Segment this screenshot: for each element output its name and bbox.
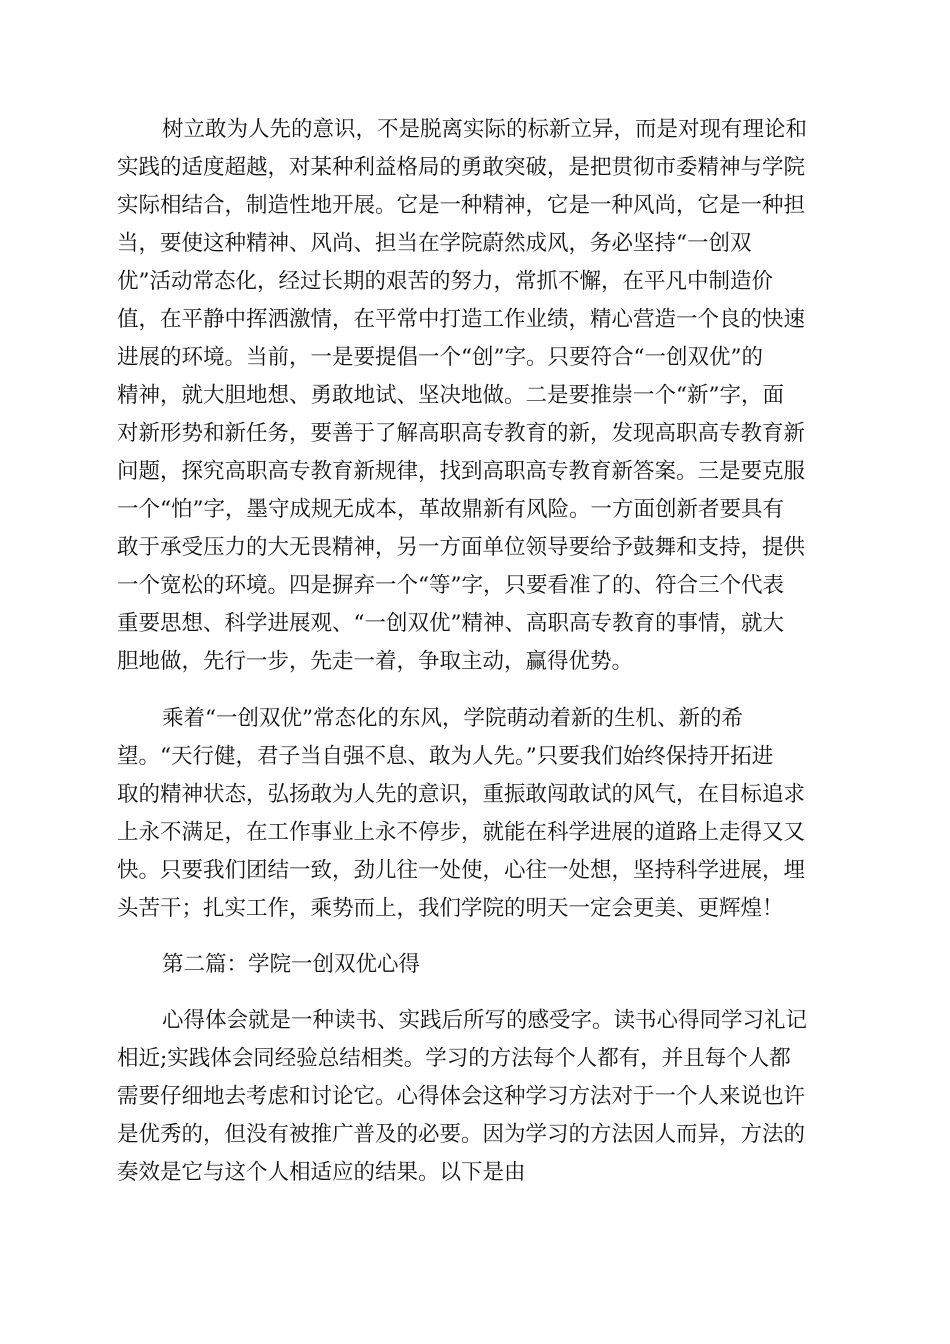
paragraph-4-line-1: 心得体会就是一种读书、实践后所写的感受字。读书心得同学习礼记 <box>162 1008 808 1033</box>
paragraph-1-line-5: 优”活动常态化，经过长期的艰苦的努力，常抓不懈，在平凡中制造价 <box>117 269 773 294</box>
paragraph-1-line-13: 一个宽松的环境。四是摒弃一个“等”字，只要看准了的、符合三个代表 <box>117 573 784 598</box>
paragraph-2-line-5: 快。只要我们团结一致，劲儿往一处使，心往一处想，坚持科学进展，埋 <box>117 858 806 883</box>
paragraph-4-line-4: 是优秀的，但没有被推广普及的必要。因为学习的方法因人而异，方法的 <box>117 1122 806 1147</box>
paragraph-1-line-14: 重要思想、科学进展观、“一创双优”精神、高职高专教育的事情，就大 <box>117 611 784 636</box>
paragraph-1-line-8: 精神，就大胆地想、勇敢地试、坚决地做。二是要推崇一个“新”字，面 <box>117 383 784 408</box>
paragraph-1-line-15: 胆地做，先行一步，先走一着，争取主动，赢得优势。 <box>117 649 634 674</box>
paragraph-2-line-6: 头苦干；扎实工作，乘势而上，我们学院的明天一定会更美、更辉煌！ <box>117 896 784 921</box>
paragraph-4-line-2: 相近;实践体会同经验总结相类。学习的方法每个人都有，并且每个人都 <box>117 1046 791 1071</box>
paragraph-1-line-2: 实践的适度超越，对某种利益格局的勇敢突破，是把贯彻市委精神与学院 <box>117 155 806 180</box>
section-heading: 第二篇：学院一创双优心得 <box>162 952 421 977</box>
paragraph-1-line-1: 树立敢为人先的意识，不是脱离实际的标新立异，而是对现有理论和 <box>162 117 808 142</box>
paragraph-1-line-11: 一个“怕”字，墨守成规无成本，革故鼎新有风险。一方面创新者要具有 <box>117 497 784 522</box>
paragraph-1-line-6: 值，在平静中挥洒激情，在平常中打造工作业绩，精心营造一个良的快速 <box>117 307 806 332</box>
paragraph-1-line-9: 对新形势和新任务，要善于了解高职高专教育的新，发现高职高专教育新 <box>117 421 806 446</box>
paragraph-2-line-1: 乘着“一创双优”常态化的东风，学院萌动着新的生机、新的希 <box>162 706 743 731</box>
paragraph-1-line-7: 进展的环境。当前，一是要提倡一个“创”字。只要符合“一创双优”的 <box>117 345 763 370</box>
paragraph-2-line-4: 上永不满足，在工作事业上永不停步，就能在科学进展的道路上走得又又 <box>117 820 806 845</box>
paragraph-1-line-4: 当，要使这种精神、风尚、担当在学院蔚然成风，务必坚持“一创双 <box>117 231 752 256</box>
paragraph-1-line-12: 敢于承受压力的大无畏精神，另一方面单位领导要给予鼓舞和支持，提供 <box>117 535 806 560</box>
paragraph-1-line-10: 问题，探究高职高专教育新规律，找到高职高专教育新答案。三是要克服 <box>117 459 806 484</box>
paragraph-2-line-3: 取的精神状态，弘扬敢为人先的意识，重振敢闯敢试的风气，在目标追求 <box>117 782 806 807</box>
paragraph-2-line-2: 望。“天行健，君子当自强不息、敢为人先。”只要我们始终保持开拓进 <box>117 744 774 769</box>
paragraph-4-line-3: 需要仔细地去考虑和讨论它。心得体会这种学习方法对于一个人来说也许 <box>117 1084 806 1109</box>
paragraph-4-line-5: 奏效是它与这个人相适应的结果。以下是由 <box>117 1160 526 1185</box>
paragraph-1-line-3: 实际相结合，制造性地开展。它是一种精神，它是一种风尚，它是一种担 <box>117 193 806 218</box>
